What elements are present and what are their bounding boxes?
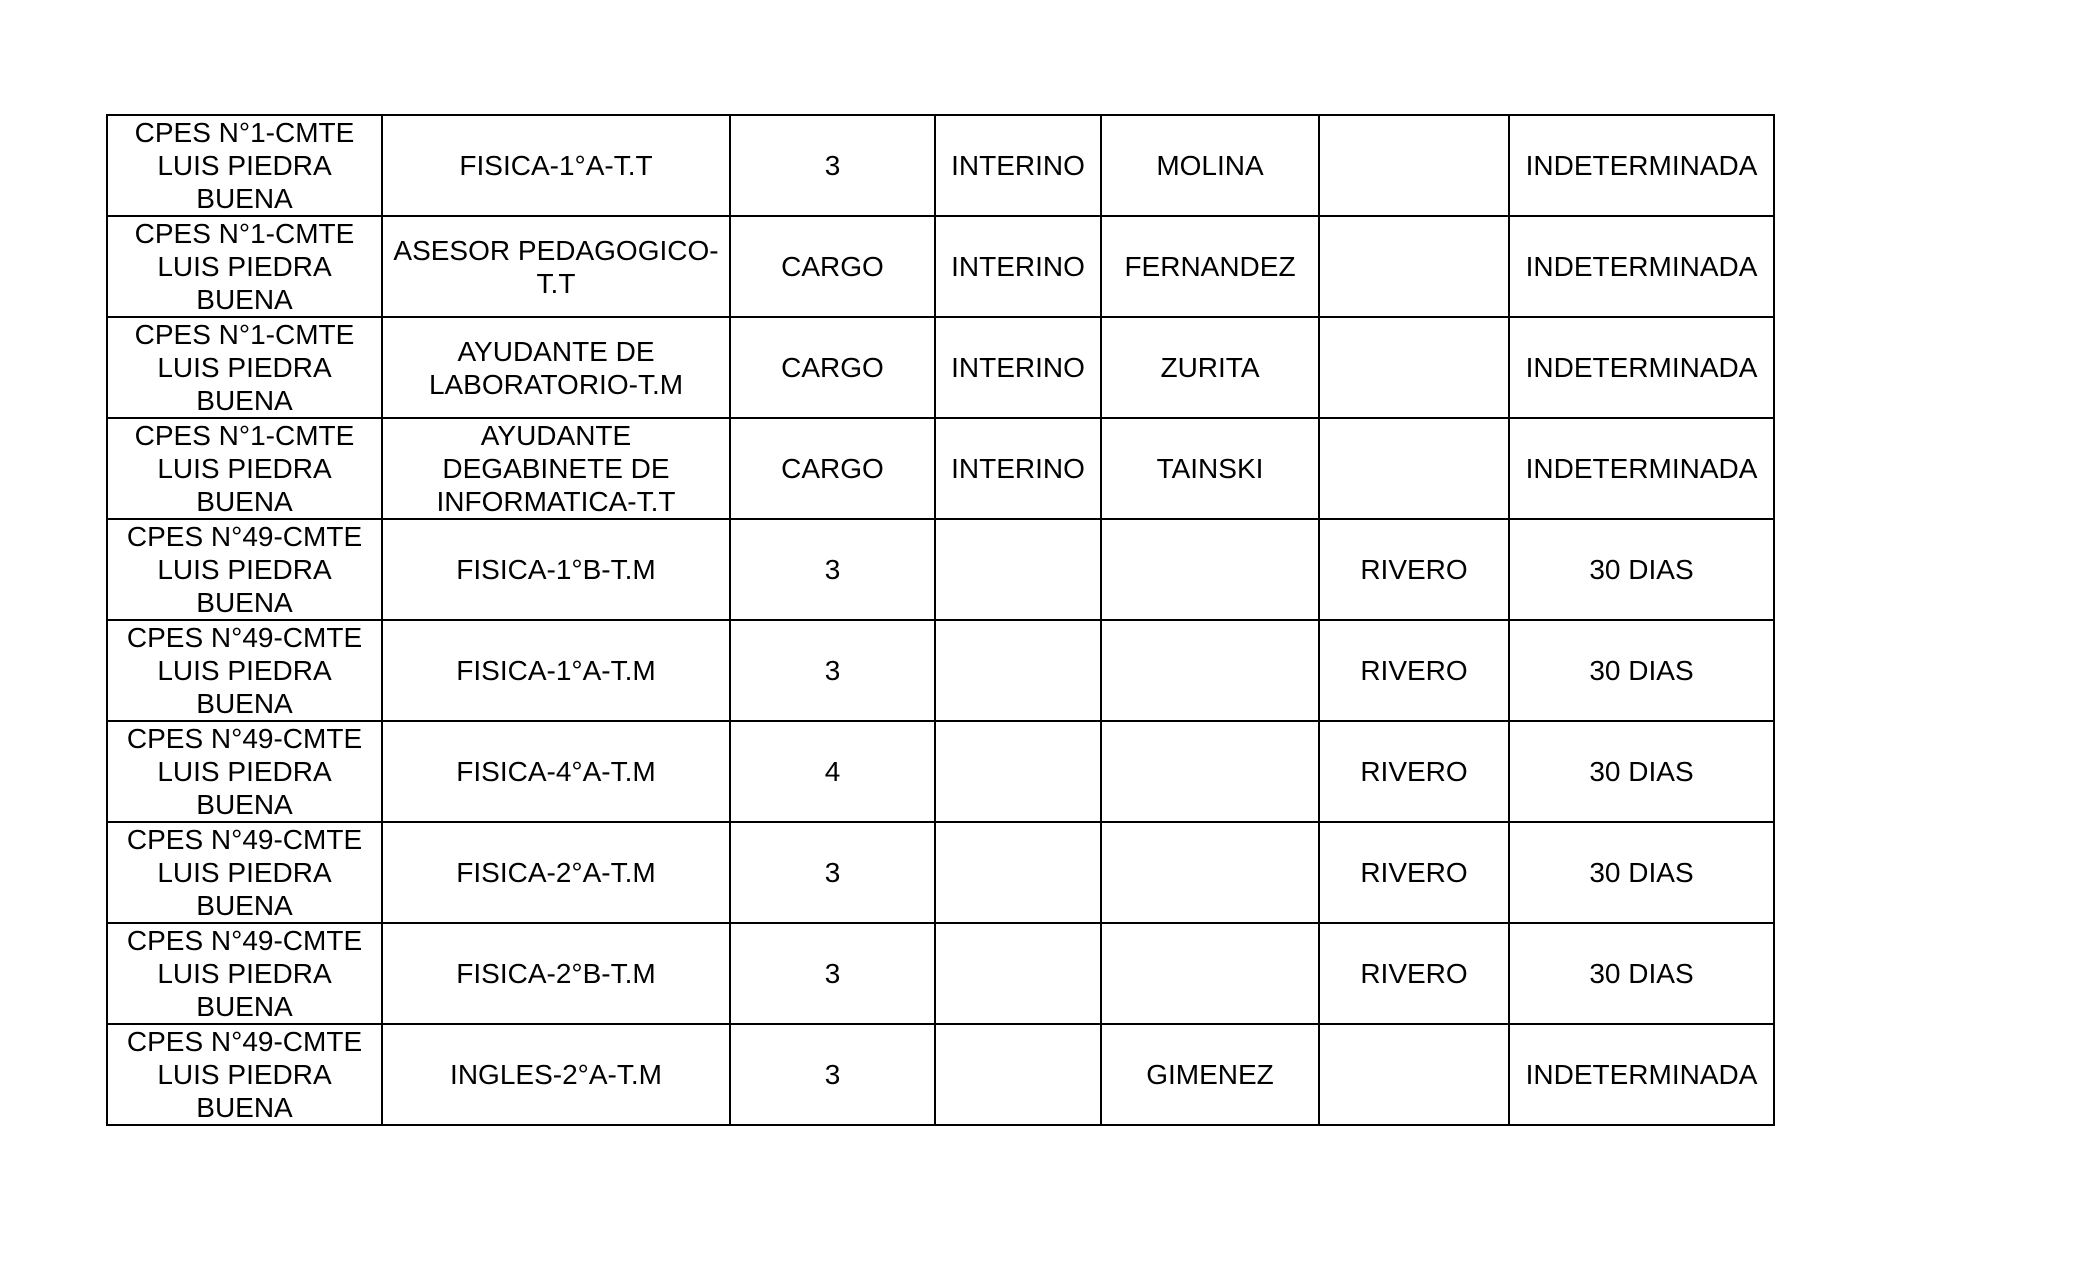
substitute-cell: RIVERO	[1319, 620, 1509, 721]
assignments-table	[106, 114, 1775, 1126]
hours-cell: 3	[730, 1024, 935, 1125]
substitute-cell: RIVERO	[1319, 721, 1509, 822]
school-cell: CPES N°1-CMTE LUIS PIEDRA BUENA	[107, 115, 382, 216]
holder-cell	[1101, 519, 1319, 620]
status-cell	[935, 822, 1101, 923]
hours-cell: 3	[730, 519, 935, 620]
subject-cell: FISICA-2°A-T.M	[382, 822, 730, 923]
school-cell: CPES N°1-CMTE LUIS PIEDRA BUENA	[107, 317, 382, 418]
status-cell	[935, 923, 1101, 1024]
school-cell: CPES N°1-CMTE LUIS PIEDRA BUENA	[107, 418, 382, 519]
table-body	[107, 115, 1774, 1125]
table-row	[107, 620, 1774, 721]
duration-cell: 30 DIAS	[1509, 620, 1774, 721]
school-cell: CPES N°49-CMTE LUIS PIEDRA BUENA	[107, 721, 382, 822]
substitute-cell	[1319, 317, 1509, 418]
hours-cell: 3	[730, 923, 935, 1024]
school-cell: CPES N°49-CMTE LUIS PIEDRA BUENA	[107, 519, 382, 620]
hours-cell: 3	[730, 822, 935, 923]
substitute-cell	[1319, 115, 1509, 216]
holder-cell	[1101, 923, 1319, 1024]
subject-cell: INGLES-2°A-T.M	[382, 1024, 730, 1125]
status-cell	[935, 721, 1101, 822]
duration-cell: 30 DIAS	[1509, 721, 1774, 822]
school-cell: CPES N°49-CMTE LUIS PIEDRA BUENA	[107, 620, 382, 721]
duration-cell: 30 DIAS	[1509, 822, 1774, 923]
hours-cell: CARGO	[730, 418, 935, 519]
holder-cell: TAINSKI	[1101, 418, 1319, 519]
hours-cell: 4	[730, 721, 935, 822]
duration-cell: 30 DIAS	[1509, 519, 1774, 620]
table-row	[107, 317, 1774, 418]
table-row	[107, 923, 1774, 1024]
table-row	[107, 216, 1774, 317]
holder-cell: MOLINA	[1101, 115, 1319, 216]
status-cell: INTERINO	[935, 418, 1101, 519]
table-row	[107, 1024, 1774, 1125]
subject-cell: FISICA-1°B-T.M	[382, 519, 730, 620]
hours-cell: 3	[730, 115, 935, 216]
subject-cell: FISICA-1°A-T.T	[382, 115, 730, 216]
hours-cell: CARGO	[730, 317, 935, 418]
duration-cell: INDETERMINADA	[1509, 216, 1774, 317]
duration-cell: 30 DIAS	[1509, 923, 1774, 1024]
duration-cell: INDETERMINADA	[1509, 418, 1774, 519]
subject-cell: FISICA-4°A-T.M	[382, 721, 730, 822]
school-cell: CPES N°1-CMTE LUIS PIEDRA BUENA	[107, 216, 382, 317]
holder-cell: FERNANDEZ	[1101, 216, 1319, 317]
substitute-cell	[1319, 216, 1509, 317]
hours-cell: CARGO	[730, 216, 935, 317]
substitute-cell	[1319, 418, 1509, 519]
duration-cell: INDETERMINADA	[1509, 317, 1774, 418]
subject-cell: AYUDANTE DE LABORATORIO-T.M	[382, 317, 730, 418]
substitute-cell	[1319, 1024, 1509, 1125]
subject-cell: FISICA-1°A-T.M	[382, 620, 730, 721]
duration-cell: INDETERMINADA	[1509, 115, 1774, 216]
substitute-cell: RIVERO	[1319, 923, 1509, 1024]
subject-cell: FISICA-2°B-T.M	[382, 923, 730, 1024]
duration-cell: INDETERMINADA	[1509, 1024, 1774, 1125]
status-cell: INTERINO	[935, 216, 1101, 317]
holder-cell	[1101, 620, 1319, 721]
table-row	[107, 115, 1774, 216]
holder-cell	[1101, 721, 1319, 822]
substitute-cell: RIVERO	[1319, 519, 1509, 620]
school-cell: CPES N°49-CMTE LUIS PIEDRA BUENA	[107, 923, 382, 1024]
hours-cell: 3	[730, 620, 935, 721]
status-cell: INTERINO	[935, 317, 1101, 418]
holder-cell: ZURITA	[1101, 317, 1319, 418]
table-row	[107, 519, 1774, 620]
table-row	[107, 822, 1774, 923]
table-row	[107, 418, 1774, 519]
holder-cell	[1101, 822, 1319, 923]
status-cell: INTERINO	[935, 115, 1101, 216]
school-cell: CPES N°49-CMTE LUIS PIEDRA BUENA	[107, 1024, 382, 1125]
subject-cell: ASESOR PEDAGOGICO-T.T	[382, 216, 730, 317]
status-cell	[935, 519, 1101, 620]
substitute-cell: RIVERO	[1319, 822, 1509, 923]
status-cell	[935, 620, 1101, 721]
subject-cell: AYUDANTE DEGABINETE DE INFORMATICA-T.T	[382, 418, 730, 519]
school-cell: CPES N°49-CMTE LUIS PIEDRA BUENA	[107, 822, 382, 923]
table-row	[107, 721, 1774, 822]
status-cell	[935, 1024, 1101, 1125]
holder-cell: GIMENEZ	[1101, 1024, 1319, 1125]
